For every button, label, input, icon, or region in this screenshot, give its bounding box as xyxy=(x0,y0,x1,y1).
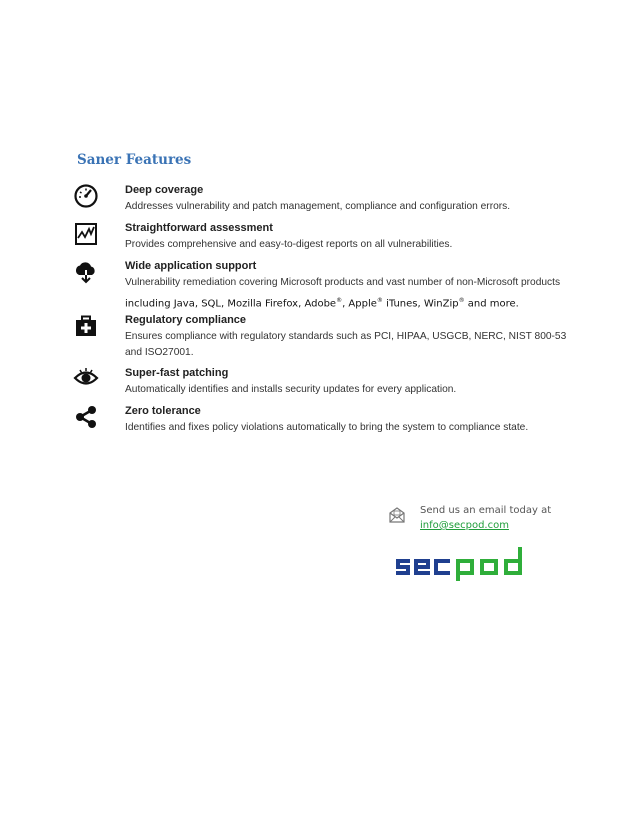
eye-icon xyxy=(73,364,99,390)
feature-title: Regulatory compliance xyxy=(125,314,247,326)
feature-title: Super-fast patching xyxy=(125,367,229,379)
gauge-icon xyxy=(73,183,99,209)
feature-description xyxy=(125,275,573,312)
feature-title: Deep coverage xyxy=(125,184,204,196)
cloud-download-icon xyxy=(73,259,99,285)
feature-title: Straightforward assessment xyxy=(125,222,273,234)
section-title: Saner Features xyxy=(77,152,192,168)
feature-description: Ensures compliance with regulatory standards such as PCI, HIPAA, USGCB, NERC, NIST 800-53 and ISO27001. xyxy=(125,331,567,358)
feature-description-line1: Vulnerability remediation covering Microsoft products and vast number of non-Microsoft products xyxy=(125,277,561,288)
secpod-logo xyxy=(394,545,554,581)
feature-title: Wide application support xyxy=(125,260,257,272)
contact-text: Send us an email today at xyxy=(420,505,552,516)
share-icon xyxy=(73,404,99,430)
feature-description: Provides comprehensive and easy-to-digest reports on all vulnerabilities. xyxy=(125,239,453,250)
medical-kit-icon xyxy=(73,313,99,339)
feature-description: Automatically identifies and installs security updates for every application. xyxy=(125,384,457,395)
contact-block xyxy=(420,503,551,533)
feature-title: Zero tolerance xyxy=(125,405,201,417)
chart-icon xyxy=(73,221,99,247)
feature-description: Identifies and fixes policy violations automatically to bring the system to compliance state. xyxy=(125,422,529,433)
envelope-icon xyxy=(388,506,406,524)
email-link[interactable]: info@secpod.com xyxy=(420,520,509,531)
feature-description: Addresses vulnerability and patch management, compliance and configuration errors. xyxy=(125,201,511,212)
feature-description-line2: including Java, SQL, Mozilla Firefox, Adobe®, Apple® iTunes, WinZip® and more. xyxy=(125,297,519,310)
